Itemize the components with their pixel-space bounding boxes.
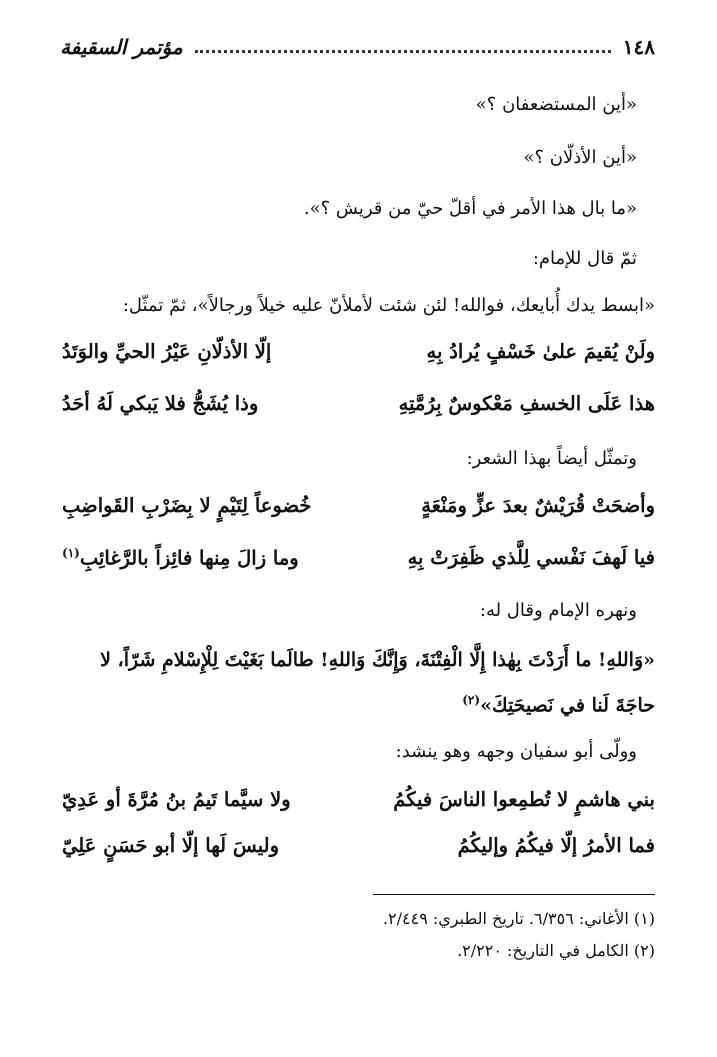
verse-second-hemistich: إلّا الأذلّانِ عَيْرُ الحيِّ والوَتَدُ: [62, 340, 272, 363]
verse-second-hemistich: وذا يُشَجُّ فلا يَبكي لَهُ أحَدُ: [62, 392, 259, 415]
verse-first-hemistich: وأضحَتْ قُرَيْشٌ بعدَ عزٍّ ومَنْعَةٍ: [421, 494, 655, 517]
poem-verse: [62, 340, 655, 374]
poem-verse: [62, 546, 655, 580]
verse-first-hemistich: هذا عَلَى الخسفِ مَعْكوسٌ بِرُمَّتِهِ: [398, 392, 655, 415]
page-header: [60, 30, 655, 64]
paragraph: «أين المستضعفان ؟»: [475, 94, 637, 115]
page-number: ١٤٨: [622, 35, 655, 59]
footnote: (١) الأغاني: ٦/٣٥٦. تاريخ الطبري: ٢/٤٤٩.: [382, 909, 655, 928]
verse-first-hemistich: ولَنْ يُقيمَ علىٰ خَسْفٍ يُرادُ بِهِ: [426, 340, 655, 363]
paragraph: «ما بال هذا الأمر في أقلّ حيّ من قريش ؟».: [303, 198, 637, 219]
poem-verse: [62, 788, 655, 822]
paragraph: وولّى أبو سفيان وجهه وهو ينشد:: [395, 741, 637, 762]
verse-first-hemistich: فما الأمرُ إلّا فيكُمُ وإليكُمُ: [457, 834, 655, 857]
footnote-separator: [373, 894, 655, 895]
verse-second-hemistich: ولا سيَّما تَيمُ بنُ مُرَّةَ أو عَدِيّ: [62, 788, 291, 811]
verse-text: وما زالَ مِنها فائِزاً بالرَّغائِبِ: [79, 546, 299, 570]
poem-verse: [62, 834, 655, 868]
header-dotted-leader: [195, 50, 611, 53]
verse-second-hemistich: [62, 546, 299, 570]
poem-verse: [62, 494, 655, 528]
footnote: (٢) الكامل في التاريخ: ٢/٢٢٠.: [457, 941, 655, 960]
poem-verse: [62, 392, 655, 426]
verse-first-hemistich: فيا لَهفَ نَفْسي لِلَّذي ظَفِرَتْ بِهِ: [407, 546, 655, 569]
verse-second-hemistich: خُضوعاً لِتَيْمٍ لا بِضَرْبِ القَواضِبِ: [62, 494, 312, 517]
quote-text: «وَاللهِ! ما أَرَدْتَ بِهٰذا إِلَّا الْفِتْنَةَ، وَإِنَّكَ وَاللهِ! طالَما بَغَيْتَ لِلْإِسْلامِ شَرّاً، لا حاجَةَ لَنا في نَصيحَتِكَ»: [100, 649, 655, 717]
paragraph: «ابسط يدك أُبايعك، فوالله! لئن شئت لأملأنّ عليه خيلاً ورجالاً»، ثمّ تمثّل:: [122, 295, 655, 316]
paragraph: ثمّ قال للإمام:: [532, 248, 637, 269]
book-title: مؤتمر السقيفة: [60, 35, 183, 59]
paragraph: ونهره الإمام وقال له:: [479, 600, 637, 621]
paragraph: وتمثّل أيضاً بهذا الشعر:: [466, 448, 637, 469]
paragraph: «أين الأذلّان ؟»: [523, 147, 637, 168]
footnote-ref: (٢): [462, 693, 481, 707]
footnote-ref: (١): [62, 546, 80, 560]
verse-first-hemistich: بني هاشمٍ لا تُطمِعوا الناسَ فيكُمُ: [393, 788, 655, 811]
verse-second-hemistich: وليسَ لَها إلّا أبو حَسَنٍ عَلِيّ: [62, 834, 280, 857]
quote-paragraph: [60, 640, 655, 725]
